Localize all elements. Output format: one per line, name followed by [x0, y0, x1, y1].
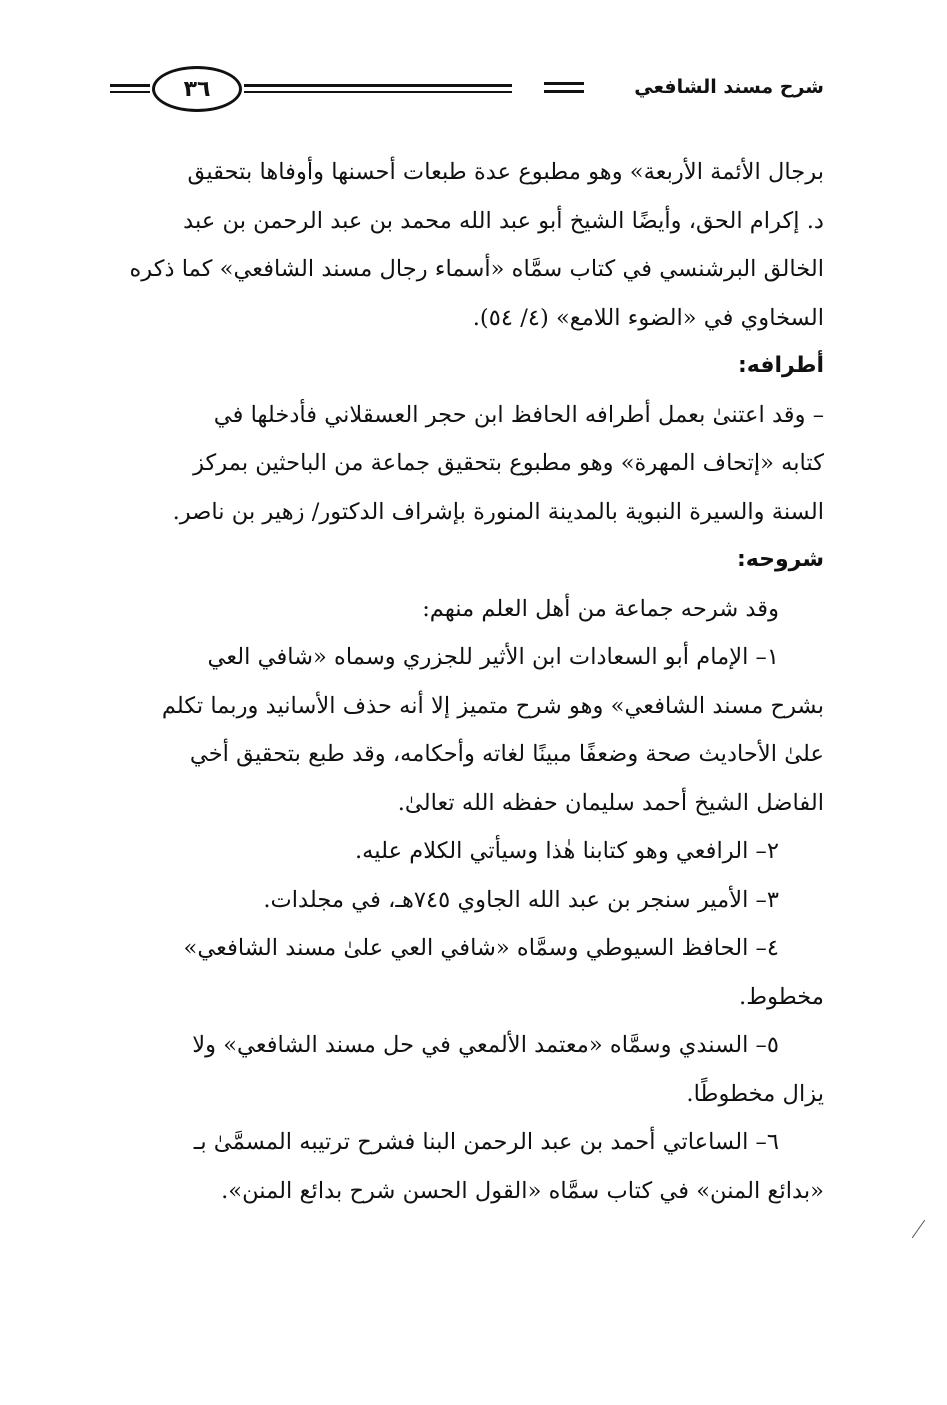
header-rule-left: [110, 84, 150, 96]
text-line: ٤– الحافظ السيوطي وسمَّاه «شافي العي علىٰ مسند الشافعي»: [183, 935, 779, 961]
margin-mark: [912, 1220, 925, 1239]
text-line: وقد شرحه جماعة من أهل العلم منهم:: [422, 595, 779, 622]
text-line: ٣– الأمير سنجر بن عبد الله الجاوي ٧٤٥هـ، في مجلدات.: [263, 886, 779, 913]
section-heading: أطرافه:: [737, 353, 824, 378]
page-number: ٣٦: [183, 76, 211, 102]
body-text: [112, 148, 824, 1215]
section-heading: شروحه:: [737, 547, 824, 572]
running-title: شرح مسند الشافعي: [634, 76, 824, 98]
text-line: «بدائع المنن» في كتاب سمَّاه «القول الحسن شرح بدائع المنن».: [221, 1177, 824, 1204]
page-header: [112, 66, 824, 122]
text-line: بشرح مسند الشافعي» وهو شرح متميز إلا أنه حذف الأسانيد وربما تكلم: [161, 692, 824, 719]
page-number-frame: [152, 66, 242, 112]
text-line: كتابه «إتحاف المهرة» وهو مطبوع بتحقيق جماعة من الباحثين بمركز: [193, 450, 824, 476]
header-double-bar: [544, 82, 584, 94]
text-line: مخطوط.: [739, 983, 824, 1010]
text-line: علىٰ الأحاديث صحة وضعفًا مبينًا لغاته وأحكامه، وقد طبع بتحقيق أخي: [189, 741, 824, 767]
text-line: الخالق البرشنسي في كتاب سمَّاه «أسماء رجال مسند الشافعي» كما ذكره: [129, 256, 824, 282]
text-line: ١– الإمام أبو السعادات ابن الأثير للجزري وسماه «شافي العي: [207, 644, 779, 670]
text-line: ٦– الساعاتي أحمد بن عبد الرحمن البنا فشرح ترتيبه المسمَّىٰ بـ: [193, 1129, 779, 1155]
text-line: يزال مخطوطًا.: [686, 1080, 824, 1107]
text-line: برجال الأئمة الأربعة» وهو مطبوع عدة طبعات أحسنها وأوفاها بتحقيق: [187, 159, 824, 185]
header-rule: [244, 84, 512, 96]
text-line: د. إكرام الحق، وأيضًا الشيخ أبو عبد الله محمد بن عبد الرحمن بن عبد: [183, 207, 824, 234]
text-line: ٥– السندي وسمَّاه «معتمد الألمعي في حل مسند الشافعي» ولا: [192, 1032, 779, 1058]
text-line: السخاوي في «الضوء اللامع» (٤/ ٥٤).: [472, 304, 824, 331]
text-line: ٢– الرافعي وهو كتابنا هٰذا وسيأتي الكلام عليه.: [355, 838, 779, 864]
text-line: الفاضل الشيخ أحمد سليمان حفظه الله تعالىٰ.: [397, 789, 824, 816]
text-line: السنة والسيرة النبوية بالمدينة المنورة بإشراف الدكتور/ زهير بن ناصر.: [172, 498, 824, 525]
text-line: – وقد اعتنىٰ بعمل أطرافه الحافظ ابن حجر العسقلاني فأدخلها في: [213, 401, 824, 428]
